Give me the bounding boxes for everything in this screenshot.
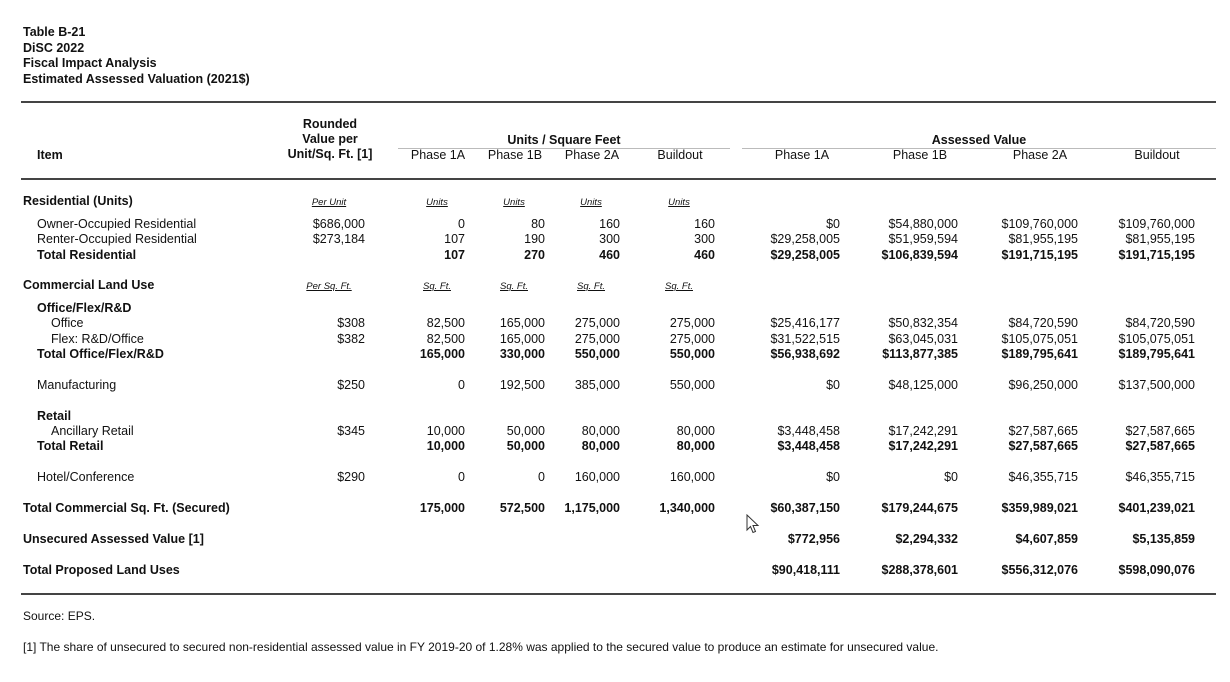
units-value: 80,000 (676, 439, 715, 453)
units-value: 10,000 (426, 439, 465, 453)
assessed-value: $3,448,458 (777, 439, 840, 453)
table-title-block (23, 25, 250, 87)
assessed-value: $105,075,051 (1001, 332, 1078, 346)
units-value: 0 (458, 470, 465, 484)
units-value: 160,000 (574, 470, 620, 484)
subgroup-retail (0, 409, 1230, 425)
row-label: Total Residential (37, 248, 137, 262)
assessed-value: $109,760,000 (1001, 217, 1078, 231)
section-label: Commercial Land Use (23, 278, 155, 292)
table-bottom-rule (21, 593, 1216, 595)
units-unit-label: Units (426, 197, 448, 208)
header-assessed-group: Assessed Value (931, 133, 1027, 147)
assessed-value: $191,715,195 (1001, 248, 1078, 262)
assessed-value: $189,795,641 (1001, 347, 1078, 361)
assessed-value: $2,294,332 (895, 532, 958, 546)
section-label: Residential (Units) (23, 194, 133, 208)
units-value: 80,000 (581, 439, 620, 453)
assessed-value: $29,258,005 (770, 232, 840, 246)
row-label: Total Office/Flex/R&D (37, 347, 164, 361)
assessed-value: $109,760,000 (1118, 217, 1195, 231)
report-name: DiSC 2022 (23, 40, 85, 55)
rounded-value: $308 (337, 316, 365, 330)
rounded-value: $382 (337, 332, 365, 346)
assessed-value: $3,448,458 (777, 424, 840, 438)
row-label: Unsecured Assessed Value [1] (23, 532, 204, 546)
header-av-phase-1a: Phase 1A (774, 148, 830, 162)
table-row (0, 470, 1230, 486)
mouse-cursor-icon (746, 514, 760, 534)
assessed-value: $17,242,291 (888, 424, 958, 438)
rounded-value: $290 (337, 470, 365, 484)
units-unit-label: Sq. Ft. (423, 281, 451, 292)
units-value: 1,340,000 (659, 501, 715, 515)
row-label: Manufacturing (37, 378, 117, 392)
assessed-value: $27,587,665 (1008, 439, 1078, 453)
units-value: 165,000 (499, 316, 545, 330)
assessed-value: $50,832,354 (888, 316, 958, 330)
assessed-value: $772,956 (787, 532, 840, 546)
subgroup-label: Office/Flex/R&D (37, 301, 132, 315)
units-value: 82,500 (426, 316, 465, 330)
assessed-value: $113,877,385 (882, 347, 958, 361)
units-value: 330,000 (499, 347, 545, 361)
header-rounded-value-line1: Rounded (302, 117, 358, 131)
units-value: 165,000 (419, 347, 465, 361)
assessed-value: $359,989,021 (1001, 501, 1078, 515)
units-value: 160 (694, 217, 715, 231)
row-label: Flex: R&D/Office (51, 332, 144, 346)
units-value: 385,000 (574, 378, 620, 392)
rounded-value: $345 (337, 424, 365, 438)
assessed-value: $0 (944, 470, 958, 484)
assessed-value: $84,720,590 (1125, 316, 1195, 330)
assessed-value: $189,795,641 (1118, 347, 1195, 361)
units-value: 50,000 (506, 439, 545, 453)
total-row (0, 439, 1230, 455)
table-number: Table B-21 (23, 25, 86, 39)
units-value: 300 (694, 232, 715, 246)
units-value: 107 (444, 248, 465, 262)
assessed-value: $5,135,859 (1132, 532, 1195, 546)
units-value: 80 (531, 217, 545, 231)
assessed-value: $0 (826, 378, 840, 392)
assessed-value: $27,587,665 (1008, 424, 1078, 438)
header-units-group: Units / Square Feet (507, 133, 621, 147)
assessed-value: $401,239,021 (1118, 501, 1195, 515)
units-value: 275,000 (574, 332, 620, 346)
assessed-value: $84,720,590 (1008, 316, 1078, 330)
total-row-unsecured (0, 532, 1230, 548)
assessed-value: $25,416,177 (770, 316, 840, 330)
total-row-commercial-secured (0, 501, 1230, 517)
row-label: Office (51, 316, 84, 330)
assessed-value: $556,312,076 (1001, 563, 1078, 577)
units-value: 275,000 (669, 316, 715, 330)
units-unit-label: Sq. Ft. (577, 281, 605, 292)
units-value: 80,000 (676, 424, 715, 438)
assessed-value: $27,587,665 (1125, 439, 1195, 453)
units-value: 270 (524, 248, 545, 262)
rv-unit-label: Per Sq. Ft. (306, 281, 352, 292)
total-row (0, 347, 1230, 363)
assessed-value: $105,075,051 (1118, 332, 1195, 346)
header-top-rule (21, 101, 1216, 103)
assessed-value: $96,250,000 (1008, 378, 1078, 392)
assessed-value: $46,355,715 (1008, 470, 1078, 484)
table-title: Estimated Assessed Valuation (2021$) (23, 71, 250, 86)
assessed-value: $56,938,692 (770, 347, 840, 361)
assessed-value: $54,880,000 (888, 217, 958, 231)
subgroup-office (0, 301, 1230, 317)
header-rounded-value-line3: Unit/Sq. Ft. [1] (287, 147, 373, 161)
units-unit-label: Sq. Ft. (665, 281, 693, 292)
report-subtitle: Fiscal Impact Analysis (23, 56, 157, 70)
header-bottom-rule (21, 178, 1216, 180)
units-value: 0 (458, 217, 465, 231)
units-value: 175,000 (419, 501, 465, 515)
rounded-value: $686,000 (312, 217, 365, 231)
row-label: Ancillary Retail (51, 424, 134, 438)
total-row-proposed (0, 563, 1230, 579)
header-item: Item (37, 148, 63, 162)
units-value: 160,000 (669, 470, 715, 484)
assessed-value: $106,839,594 (881, 248, 958, 262)
units-value: 0 (458, 378, 465, 392)
assessed-value: $179,244,675 (881, 501, 958, 515)
units-value: 107 (444, 232, 465, 246)
assessed-value: $27,587,665 (1125, 424, 1195, 438)
units-unit-label: Units (503, 197, 525, 208)
assessed-value: $81,955,195 (1008, 232, 1078, 246)
units-value: 550,000 (574, 347, 620, 361)
table-row (0, 232, 1230, 248)
assessed-value: $31,522,515 (770, 332, 840, 346)
assessed-value: $17,242,291 (888, 439, 958, 453)
assessed-value: $60,387,150 (770, 501, 840, 515)
header-av-buildout: Buildout (1134, 148, 1180, 162)
units-value: 550,000 (669, 378, 715, 392)
row-label: Renter-Occupied Residential (37, 232, 197, 246)
units-value: 165,000 (499, 332, 545, 346)
residential-units-row (0, 197, 1230, 213)
assessed-value: $46,355,715 (1125, 470, 1195, 484)
units-value: 50,000 (506, 424, 545, 438)
row-label: Hotel/Conference (37, 470, 135, 484)
header-units-phase-1a: Phase 1A (410, 148, 466, 162)
units-value: 572,500 (499, 501, 545, 515)
assessed-value: $63,045,031 (888, 332, 958, 346)
subgroup-label: Retail (37, 409, 72, 423)
assessed-value: $191,715,195 (1118, 248, 1195, 262)
rv-unit-label: Per Unit (311, 197, 347, 208)
units-value: 192,500 (499, 378, 545, 392)
assessed-value: $288,378,601 (881, 563, 958, 577)
units-unit-label: Sq. Ft. (500, 281, 528, 292)
header-rounded-value (265, 117, 395, 162)
assessed-value: $29,258,005 (770, 248, 840, 262)
footnote-1: [1] The share of unsecured to secured non-residential assessed value in FY 2019-20 of 1.28% was applied to the secured value to produce an estimate for unsecured value. (23, 640, 939, 654)
assessed-value: $0 (826, 217, 840, 231)
units-value: 190 (524, 232, 545, 246)
assessed-value: $51,959,594 (888, 232, 958, 246)
row-label: Owner-Occupied Residential (37, 217, 197, 231)
units-value: 82,500 (426, 332, 465, 346)
table-row (0, 316, 1230, 332)
commercial-units-row (0, 281, 1230, 297)
units-value: 275,000 (574, 316, 620, 330)
row-label: Total Commercial Sq. Ft. (Secured) (23, 501, 230, 515)
header-units-phase-2a: Phase 2A (564, 148, 620, 162)
rounded-value: $273,184 (312, 232, 365, 246)
source-note: Source: EPS. (23, 609, 96, 623)
table-row (0, 424, 1230, 440)
assessed-value: $81,955,195 (1125, 232, 1195, 246)
header-av-phase-1b: Phase 1B (892, 148, 948, 162)
header-rounded-value-line2: Value per (302, 132, 358, 146)
table-row (0, 217, 1230, 233)
header-units-buildout: Buildout (657, 148, 703, 162)
units-value: 300 (599, 232, 620, 246)
units-value: 80,000 (581, 424, 620, 438)
units-value: 550,000 (669, 347, 715, 361)
header-units-phase-1b: Phase 1B (487, 148, 543, 162)
units-value: 460 (599, 248, 620, 262)
table-row (0, 332, 1230, 348)
units-unit-label: Units (580, 197, 602, 208)
total-row (0, 248, 1230, 264)
assessed-value: $90,418,111 (771, 563, 840, 577)
units-value: 1,175,000 (564, 501, 620, 515)
units-value: 0 (538, 470, 545, 484)
units-value: 275,000 (669, 332, 715, 346)
assessed-value: $4,607,859 (1015, 532, 1078, 546)
assessed-value: $48,125,000 (888, 378, 958, 392)
header-av-phase-2a: Phase 2A (1012, 148, 1068, 162)
units-value: 10,000 (426, 424, 465, 438)
units-value: 460 (694, 248, 715, 262)
row-label: Total Retail (37, 439, 104, 453)
assessed-value: $0 (826, 470, 840, 484)
assessed-value: $598,090,076 (1118, 563, 1195, 577)
units-value: 160 (599, 217, 620, 231)
rounded-value: $250 (337, 378, 365, 392)
assessed-value: $137,500,000 (1118, 378, 1195, 392)
row-label: Total Proposed Land Uses (23, 563, 180, 577)
units-unit-label: Units (668, 197, 690, 208)
table-row (0, 378, 1230, 394)
